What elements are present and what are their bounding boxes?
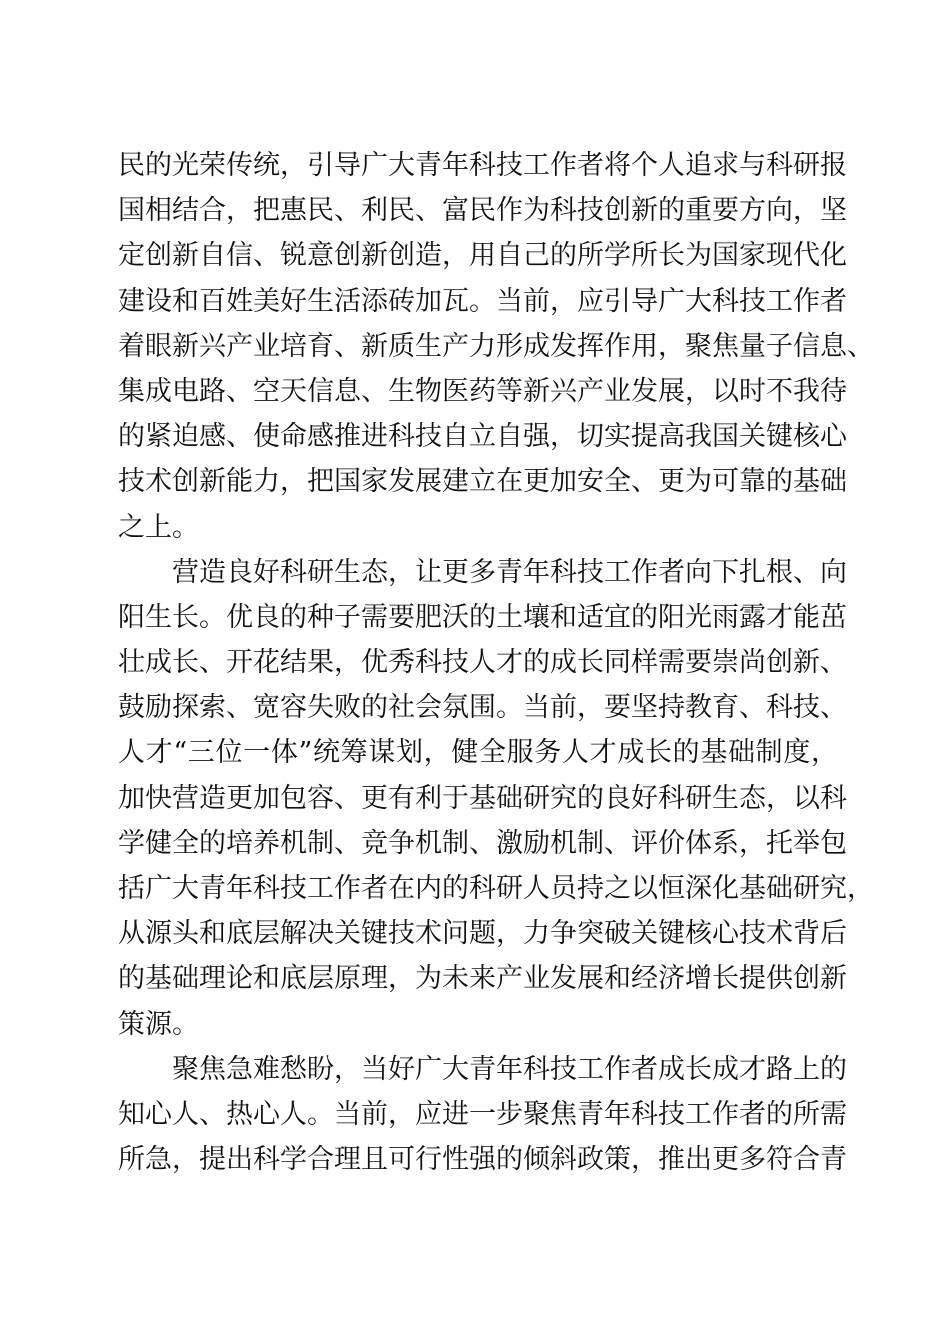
body-text	[118, 143, 874, 1182]
text-line-15: 加快营造更加包容、更有利于基础研究的良好科研生态，以科	[118, 782, 847, 814]
text-line-7: 的紧迫感、使命感推进科技自立自强，切实提高我国关键核心	[118, 421, 847, 453]
text-line-6: 集成电路、空天信息、生物医药等新兴产业发展，以时不我待	[118, 375, 847, 407]
text-line-18: 从源头和底层解决关键技术问题，力争突破关键核心技术背后	[118, 918, 847, 950]
text-line-23: 所急，提出科学合理且可行性强的倾斜政策，推出更多符合青	[118, 1144, 847, 1176]
text-line-3: 定创新自信、锐意创新创造，用自己的所学所长为国家现代化	[118, 240, 847, 272]
text-line-9: 之上。	[118, 511, 199, 543]
text-line-10: 营造良好科研生态，让更多青年科技工作者向下扎根、向	[172, 556, 847, 588]
text-line-16: 学健全的培养机制、竞争机制、激励机制、评价体系，托举包	[118, 827, 847, 859]
text-line-2: 国相结合，把惠民、利民、富民作为科技创新的重要方向，坚	[118, 195, 847, 227]
text-line-21: 聚焦急难愁盼，当好广大青年科技工作者成长成才路上的	[172, 1053, 847, 1085]
text-line-17: 括广大青年科技工作者在内的科研人员持之以恒深化基础研究，	[118, 873, 874, 904]
text-line-12: 壮成长、开花结果，优秀科技人才的成长同样需要崇尚创新、	[118, 647, 847, 679]
text-line-1: 民的光荣传统，引导广大青年科技工作者将个人追求与科研报	[118, 150, 847, 181]
text-line-14: 人才“三位一体”统筹谋划，健全服务人才成长的基础制度，	[118, 737, 838, 769]
text-line-20: 策源。	[118, 1008, 199, 1040]
text-line-22: 知心人、热心人。当前，应进一步聚焦青年科技工作者的所需	[118, 1098, 847, 1130]
text-line-11: 阳生长。优良的种子需要肥沃的土壤和适宜的阳光雨露才能茁	[118, 601, 847, 633]
text-line-4: 建设和百姓美好生活添砖加瓦。当前，应引导广大科技工作者	[118, 285, 847, 317]
text-line-5: 着眼新兴产业培育、新质生产力形成发挥作用，聚焦量子信息、	[118, 330, 874, 362]
text-line-8: 技术创新能力，把国家发展建立在更加安全、更为可靠的基础	[118, 466, 847, 498]
text-line-13: 鼓励探索、宽容失败的社会氛围。当前，要坚持教育、科技、	[118, 692, 847, 724]
text-line-19: 的基础理论和底层原理，为未来产业发展和经济增长提供创新	[118, 963, 847, 995]
